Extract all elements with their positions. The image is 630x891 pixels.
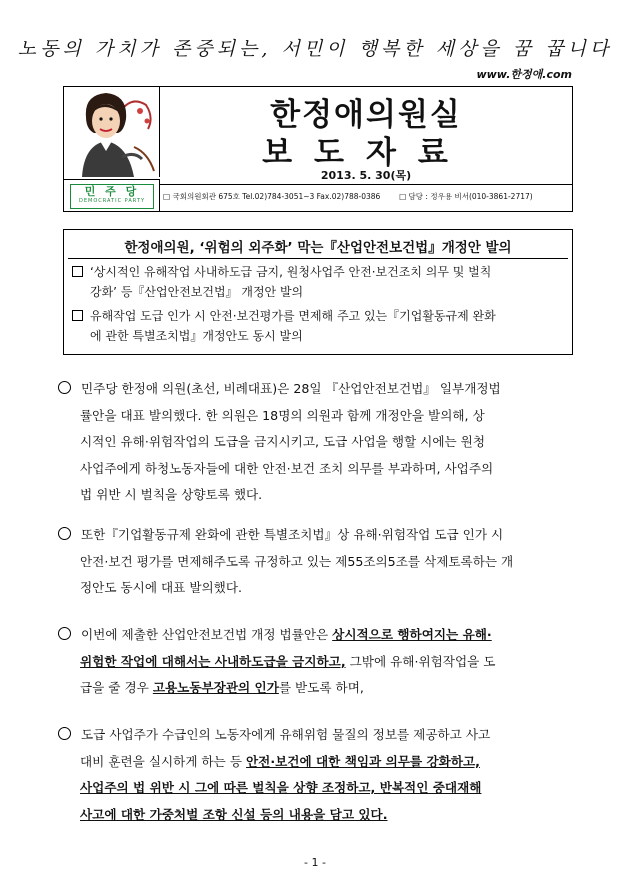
- contact-info: [163, 191, 571, 202]
- body-paragraph-4: [58, 722, 576, 828]
- p2-line: 정안도 동시에 대표 발의했다.: [80, 580, 242, 595]
- office-title: 한정애의원실: [270, 97, 462, 133]
- summary-item-1-line-1: ‘상시적인 유해작업 사내하도급 금지, 원청사업주 안전·보건조치 의무 및 벌칙: [90, 265, 492, 279]
- contact-office: □ 국회의원회관 675호 Tel.02)784-3051~3 Fax.02)788-0386: [163, 192, 381, 201]
- p4-highlight: 사업주의 법 위반 시 그에 따른 벌칙을 상향 조정하고, 반복적인 중대재해: [80, 780, 482, 795]
- summary-box: [63, 229, 573, 355]
- p3-text: 를 받도록 하며,: [278, 680, 364, 695]
- lawmaker-caricature: [64, 87, 160, 177]
- website-link[interactable]: www.한정애.com: [476, 68, 572, 81]
- p3-highlight: 위험한 작업에 대해서는 사내하도급을 금지하고,: [80, 653, 346, 669]
- page-number: - 1 -: [304, 856, 326, 869]
- summary-item-2: [72, 306, 564, 346]
- slogan: 노동의 가치가 존중되는, 서민이 행복한 세상을 꿈 꿉니다: [17, 38, 613, 60]
- checkbox-icon: [72, 310, 83, 321]
- p1-line: 사업주에게 하청노동자들에 대한 안전·보건 조치 의무를 부과하며, 사업주의: [80, 460, 494, 476]
- release-date: 2013. 5. 30(목): [320, 169, 412, 182]
- party-logo: [64, 179, 160, 212]
- body-paragraph-1: [58, 376, 576, 509]
- summary-divider: [68, 258, 568, 259]
- p4-text: 도급 사업주가 수급인의 노동자에게 유해위험 물질의 정보를 제공하고 사고: [81, 727, 491, 742]
- bullet-circle-icon: [58, 627, 71, 640]
- summary-headline: 한정애의원, ‘위험의 외주화’ 막는『산업안전보건법』개정안 발의: [124, 240, 512, 256]
- body-paragraph-3: [58, 622, 576, 702]
- party-logo-subtext: DEMOCRATIC PARTY: [79, 198, 145, 204]
- p2-line: 또한『기업활동규제 완화에 관한 특별조치법』상 유해·위험작업 도급 인가 시: [81, 527, 504, 542]
- p1-line: 률안을 대표 발의했다. 한 의원은 18명의 의원과 함께 개정안을 발의해, 상: [80, 407, 485, 423]
- bullet-circle-icon: [58, 727, 71, 740]
- p1-line: 민주당 한정애 의원(초선, 비례대표)은 28일 『산업안전보건법』 일부개정법: [81, 381, 501, 396]
- p4-text: 대비 훈련을 실시하게 하는 등: [80, 753, 247, 769]
- summary-item-2-line-1: 유해작업 도급 인가 시 안전·보건평가를 면제해 주고 있는『기업활동규제 완화: [90, 309, 496, 323]
- summary-item-1-line-2: 강화’ 등『산업안전보건법』 개정안 발의: [90, 285, 304, 299]
- press-release-header: [63, 86, 573, 212]
- party-logo-text: 민 주 당: [84, 185, 140, 198]
- header-divider: [160, 184, 572, 185]
- contact-person: □ 담당 : 정우용 비서(010-3861-2717): [399, 192, 533, 201]
- p1-line: 시적인 유해·위험작업의 도급을 금지시키고, 도급 사업을 행할 시에는 원청: [80, 434, 485, 449]
- p2-line: 안전·보건 평가를 면제해주도록 규정하고 있는 제55조의5조를 삭제토록하는 개: [80, 553, 514, 569]
- p4-highlight: 안전·보건에 대한 책임과 의무를 강화하고,: [246, 753, 480, 769]
- bullet-circle-icon: [58, 527, 71, 540]
- p3-text: 이번에 제출한 산업안전보건법 개정 법률안은: [81, 627, 333, 642]
- summary-item-1: [72, 262, 564, 302]
- p1-line: 법 위반 시 벌칙을 상향토록 했다.: [80, 487, 263, 502]
- summary-item-2-line-2: 에 관한 특별조치법』개정안도 동시 발의: [90, 329, 303, 343]
- press-release-title: 보도자료: [262, 135, 470, 171]
- p3-text: 급을 줄 경우: [80, 680, 153, 695]
- p3-highlight: 상시적으로 행하여지는 유해·: [332, 627, 492, 642]
- p3-highlight: 고용노동부장관의 인가: [152, 680, 279, 695]
- p3-text: 그밖에 유해·위험작업을 도: [345, 653, 496, 669]
- checkbox-icon: [72, 266, 83, 277]
- body-paragraph-2: [58, 522, 576, 602]
- bullet-circle-icon: [58, 381, 71, 394]
- p4-highlight: 사고에 대한 가중처벌 조항 신설 등의 내용을 담고 있다.: [80, 806, 388, 822]
